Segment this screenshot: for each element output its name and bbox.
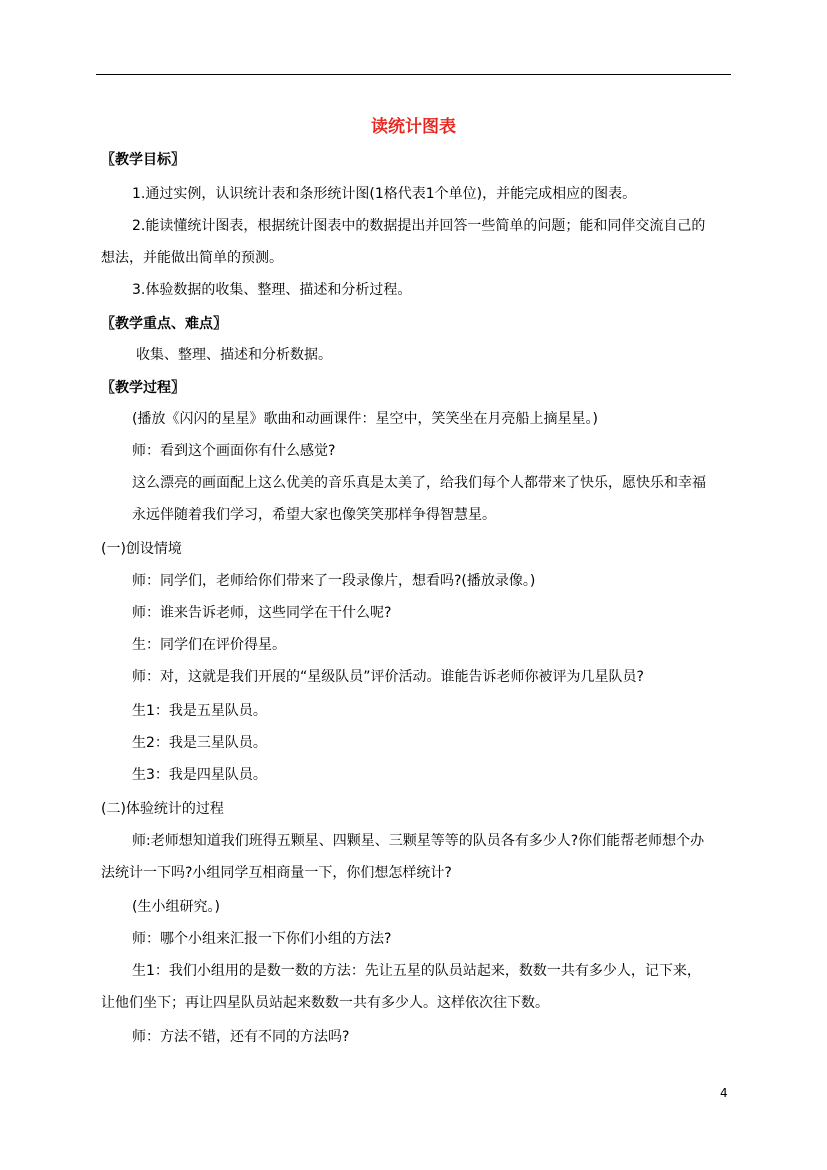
paragraph-line: 让他们坐下；再让四星队员站起来数数一共有多少人。这样依次往下数。 bbox=[101, 995, 549, 1011]
paragraph-line: 师:老师想知道我们班得五颗星、四颗星、三颗星等等的队员各有多少人?你们能帮老师想个办 bbox=[132, 833, 705, 849]
paragraph-line: (播放《闪闪的星星》歌曲和动画课件：星空中，笑笑坐在月亮船上摘星星。) bbox=[132, 411, 598, 427]
paragraph-line: 3.体验数据的收集、整理、描述和分析过程。 bbox=[132, 282, 412, 298]
paragraph-line: 师：对，这就是我们开展的“星级队员”评价活动。谁能告诉老师你被评为几星队员? bbox=[132, 669, 644, 685]
heading-key-points: 〖教学重点、难点〗 bbox=[101, 316, 227, 332]
paragraph-line: 师：哪个小组来汇报一下你们小组的方法? bbox=[132, 931, 392, 947]
heading-objectives: 〖教学目标〗 bbox=[101, 152, 185, 168]
paragraph-line: 师：方法不错，还有不同的方法吗? bbox=[132, 1029, 350, 1045]
paragraph-line: 师：谁来告诉老师，这些同学在干什么呢? bbox=[132, 605, 392, 621]
page-number: 4 bbox=[720, 1086, 728, 1100]
paragraph-line: 生1：我是五星队员。 bbox=[132, 703, 267, 719]
heading-process: 〖教学过程〗 bbox=[101, 380, 185, 396]
paragraph-line: 想法，并能做出简单的预测。 bbox=[101, 250, 283, 266]
paragraph-line: 师：同学们，老师给你们带来了一段录像片，想看吗?(播放录像。) bbox=[132, 573, 536, 589]
page-title: 读统计图表 bbox=[371, 117, 456, 137]
section-heading: (一)创设情境 bbox=[101, 541, 182, 557]
paragraph-line: 生3：我是四星队员。 bbox=[132, 767, 267, 783]
paragraph-line: 1.通过实例，认识统计表和条形统计图(1格代表1个单位)，并能完成相应的图表。 bbox=[132, 186, 637, 202]
section-heading: (二)体验统计的过程 bbox=[101, 801, 224, 817]
paragraph-line: 师：看到这个画面你有什么感觉? bbox=[132, 443, 336, 459]
paragraph-line: 生1：我们小组用的是数一数的方法：先让五星的队员站起来，数数一共有多少人，记下来， bbox=[132, 963, 701, 979]
paragraph-line: 2.能读懂统计图表，根据统计图表中的数据提出并回答一些简单的问题；能和同伴交流自己的 bbox=[132, 218, 706, 234]
paragraph-line: 收集、整理、描述和分析数据。 bbox=[136, 347, 332, 363]
header-rule bbox=[96, 74, 731, 75]
paragraph-line: 生2：我是三星队员。 bbox=[132, 735, 267, 751]
paragraph-line: 生：同学们在评价得星。 bbox=[132, 637, 286, 653]
paragraph-line: 永远伴随着我们学习，希望大家也像笑笑那样争得智慧星。 bbox=[132, 507, 496, 523]
paragraph-line: 这么漂亮的画面配上这么优美的音乐真是太美了，给我们每个人都带来了快乐，愿快乐和幸福 bbox=[132, 475, 706, 491]
paragraph-line: 法统计一下吗?小组同学互相商量一下，你们想怎样统计? bbox=[101, 865, 452, 881]
paragraph-line: (生小组研究。) bbox=[132, 899, 220, 915]
